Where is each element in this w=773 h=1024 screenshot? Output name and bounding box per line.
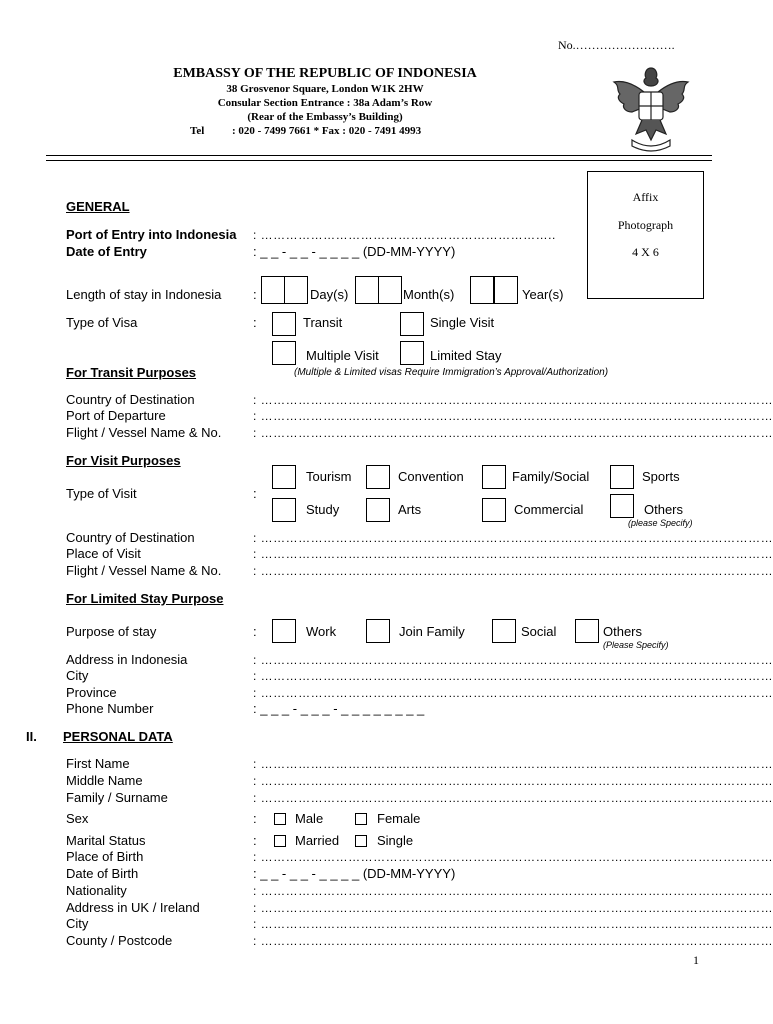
sports-label: Sports [642,469,680,484]
province-label: Province [66,685,117,700]
years-label: Year(s) [522,287,564,302]
embassy-address-1: 38 Grosvenor Square, London W1K 2HW [226,83,424,95]
sports-checkbox[interactable] [610,465,634,489]
first-name-field[interactable]: : …………………………………………………………………………………………………………… [253,757,773,771]
limited-stay-checkbox[interactable] [400,341,424,365]
place-of-birth-field[interactable]: : …………………………………………………………………………………………………………… [253,850,773,864]
work-label: Work [306,624,337,639]
address-indonesia-field[interactable]: : …………………………………………………………………………………………………………… [253,653,773,667]
photo-affix-label: Affix [632,190,659,204]
address-indonesia-label: Address in Indonesia [66,652,188,667]
visit-destination-field[interactable]: : …………………………………………………………………………………………………………… [253,531,773,545]
document-number: No.……………………. [558,38,675,52]
province-field[interactable]: : …………………………………………………………………………………………………………… [253,686,773,700]
limited-stay-heading: For Limited Stay Purpose [66,591,224,606]
port-of-entry-label: Port of Entry into Indonesia [66,227,237,242]
indonesia-city-field[interactable]: : …………………………………………………………………………………………………………… [253,669,773,683]
date-of-entry-label: Date of Entry [66,244,147,259]
photo-photograph-label: Photograph [617,218,674,232]
limited-others-label: Others [603,624,643,639]
join-family-checkbox[interactable] [366,619,390,643]
visa-approval-note: (Multiple & Limited visas Require Immigration’s Approval/Authorization) [294,367,609,378]
visit-others-checkbox[interactable] [610,494,634,518]
type-of-visit-label: Type of Visit [66,486,137,501]
family-name-field[interactable]: : …………………………………………………………………………………………………………… [253,791,773,805]
family-social-label: Family/Social [512,469,590,484]
transit-flight-field[interactable]: : …………………………………………………………………………………………………………… [253,426,773,440]
transit-destination-field[interactable]: : …………………………………………………………………………………………………………… [253,393,773,407]
commercial-label: Commercial [514,502,584,517]
social-label: Social [521,624,557,639]
multiple-visit-checkbox[interactable] [272,341,296,365]
county-postcode-label: County / Postcode [66,933,173,948]
single-visit-label: Single Visit [430,315,495,330]
colon: : [253,287,257,302]
single-checkbox[interactable] [355,835,367,847]
port-of-departure-field[interactable]: : …………………………………………………………………………………………………………… [253,409,773,423]
uk-address-label: Address in UK / Ireland [66,900,200,915]
year-digit-2-box[interactable] [494,276,518,304]
colon: : [253,315,257,330]
phone-number-label: Phone Number [66,701,154,716]
colon: : [253,486,257,501]
transit-purposes-heading: For Transit Purposes [66,365,197,380]
transit-destination-label: Country of Destination [66,392,195,407]
purpose-of-stay-label: Purpose of stay [66,624,157,639]
garuda-emblem-icon [606,62,696,156]
visit-destination-label: Country of Destination [66,530,195,545]
port-of-entry-field[interactable]: : …………………………………………………………….. [253,228,556,242]
visit-flight-label: Flight / Vessel Name & No. [66,563,222,578]
days-label: Day(s) [310,287,349,302]
tel-fax-value: : 020 - 7499 7661 * Fax : 020 - 7491 4993 [232,125,422,137]
limited-others-checkbox[interactable] [575,619,599,643]
convention-label: Convention [398,469,464,484]
port-of-departure-label: Port of Departure [66,408,166,423]
single-visit-checkbox[interactable] [400,312,424,336]
phone-number-field[interactable]: : _ _ _ - _ _ _ - _ _ _ _ _ _ _ _ [253,701,425,716]
middle-name-label: Middle Name [66,773,143,788]
transit-label: Transit [303,315,343,330]
embassy-address-2: Consular Section Entrance : 38a Adam’s Row [217,97,433,109]
sex-label: Sex [66,811,89,826]
middle-name-field[interactable]: : …………………………………………………………………………………………………………… [253,774,773,788]
page-number: 1 [693,953,699,967]
married-checkbox[interactable] [274,835,286,847]
social-checkbox[interactable] [492,619,516,643]
photo-size-label: 4 X 6 [632,245,659,259]
county-postcode-field[interactable]: : …………………………………………………………………………………………………………… [253,934,773,948]
first-name-label: First Name [66,756,130,771]
place-of-visit-label: Place of Visit [66,546,141,561]
colon: : [253,833,257,848]
male-checkbox[interactable] [274,813,286,825]
female-label: Female [377,811,421,826]
year-digit-1-box[interactable] [470,276,494,304]
commercial-checkbox[interactable] [482,498,506,522]
marital-status-label: Marital Status [66,833,146,848]
nationality-field[interactable]: : …………………………………………………………………………………………………………… [253,884,773,898]
colon: : [253,811,257,826]
tourism-checkbox[interactable] [272,465,296,489]
single-label: Single [377,833,414,848]
date-of-birth-label: Date of Birth [66,866,139,881]
month-digit-2-box[interactable] [378,276,402,304]
visit-please-specify: (please Specify) [628,518,693,528]
study-checkbox[interactable] [272,498,296,522]
convention-checkbox[interactable] [366,465,390,489]
nationality-label: Nationality [66,883,127,898]
month-digit-1-box[interactable] [355,276,379,304]
visit-purposes-heading: For Visit Purposes [66,453,181,468]
limited-please-specify: (Please Specify) [603,640,669,650]
date-of-entry-field[interactable]: : _ _ - _ _ - _ _ _ _ (DD-MM-YYYY) [253,244,456,259]
day-digit-1-box[interactable] [261,276,285,304]
uk-address-field[interactable]: : …………………………………………………………………………………………………………… [253,901,773,915]
work-checkbox[interactable] [272,619,296,643]
personal-data-heading: PERSONAL DATA [63,729,173,744]
months-label: Month(s) [403,287,455,302]
embassy-address-3: (Rear of the Embassy’s Building) [247,111,403,123]
colon: : [253,624,257,639]
transit-checkbox[interactable] [272,312,296,336]
multiple-visit-label: Multiple Visit [306,348,379,363]
place-of-birth-label: Place of Birth [66,849,144,864]
place-of-visit-field[interactable]: : …………………………………………………………………………………………………………… [253,547,773,561]
type-of-visa-label: Type of Visa [66,315,138,330]
transit-flight-label: Flight / Vessel Name & No. [66,425,222,440]
limited-stay-label: Limited Stay [430,348,502,363]
tel-label: Tel [190,125,205,137]
indonesia-city-label: City [66,668,89,683]
embassy-title: EMBASSY OF THE REPUBLIC OF INDONESIA [173,66,477,81]
visit-flight-field[interactable]: : …………………………………………………………………………………………………………… [253,564,773,578]
date-of-birth-field[interactable]: : _ _ - _ _ - _ _ _ _ (DD-MM-YYYY) [253,866,456,881]
arts-checkbox[interactable] [366,498,390,522]
section-numeral: II. [26,729,37,744]
join-family-label: Join Family [399,624,465,639]
photo-box[interactable] [587,171,704,299]
length-of-stay-label: Length of stay in Indonesia [66,287,222,302]
female-checkbox[interactable] [355,813,367,825]
male-label: Male [295,811,324,826]
uk-city-label: City [66,916,89,931]
arts-label: Arts [398,502,422,517]
visit-others-label: Others [644,502,684,517]
study-label: Study [306,502,340,517]
married-label: Married [295,833,340,848]
general-heading: GENERAL [66,199,130,214]
family-social-checkbox[interactable] [482,465,506,489]
family-name-label: Family / Surname [66,790,168,805]
header-divider [46,155,712,161]
uk-city-field[interactable]: : …………………………………………………………………………………………………………… [253,917,773,931]
day-digit-2-box[interactable] [284,276,308,304]
tourism-label: Tourism [306,469,352,484]
